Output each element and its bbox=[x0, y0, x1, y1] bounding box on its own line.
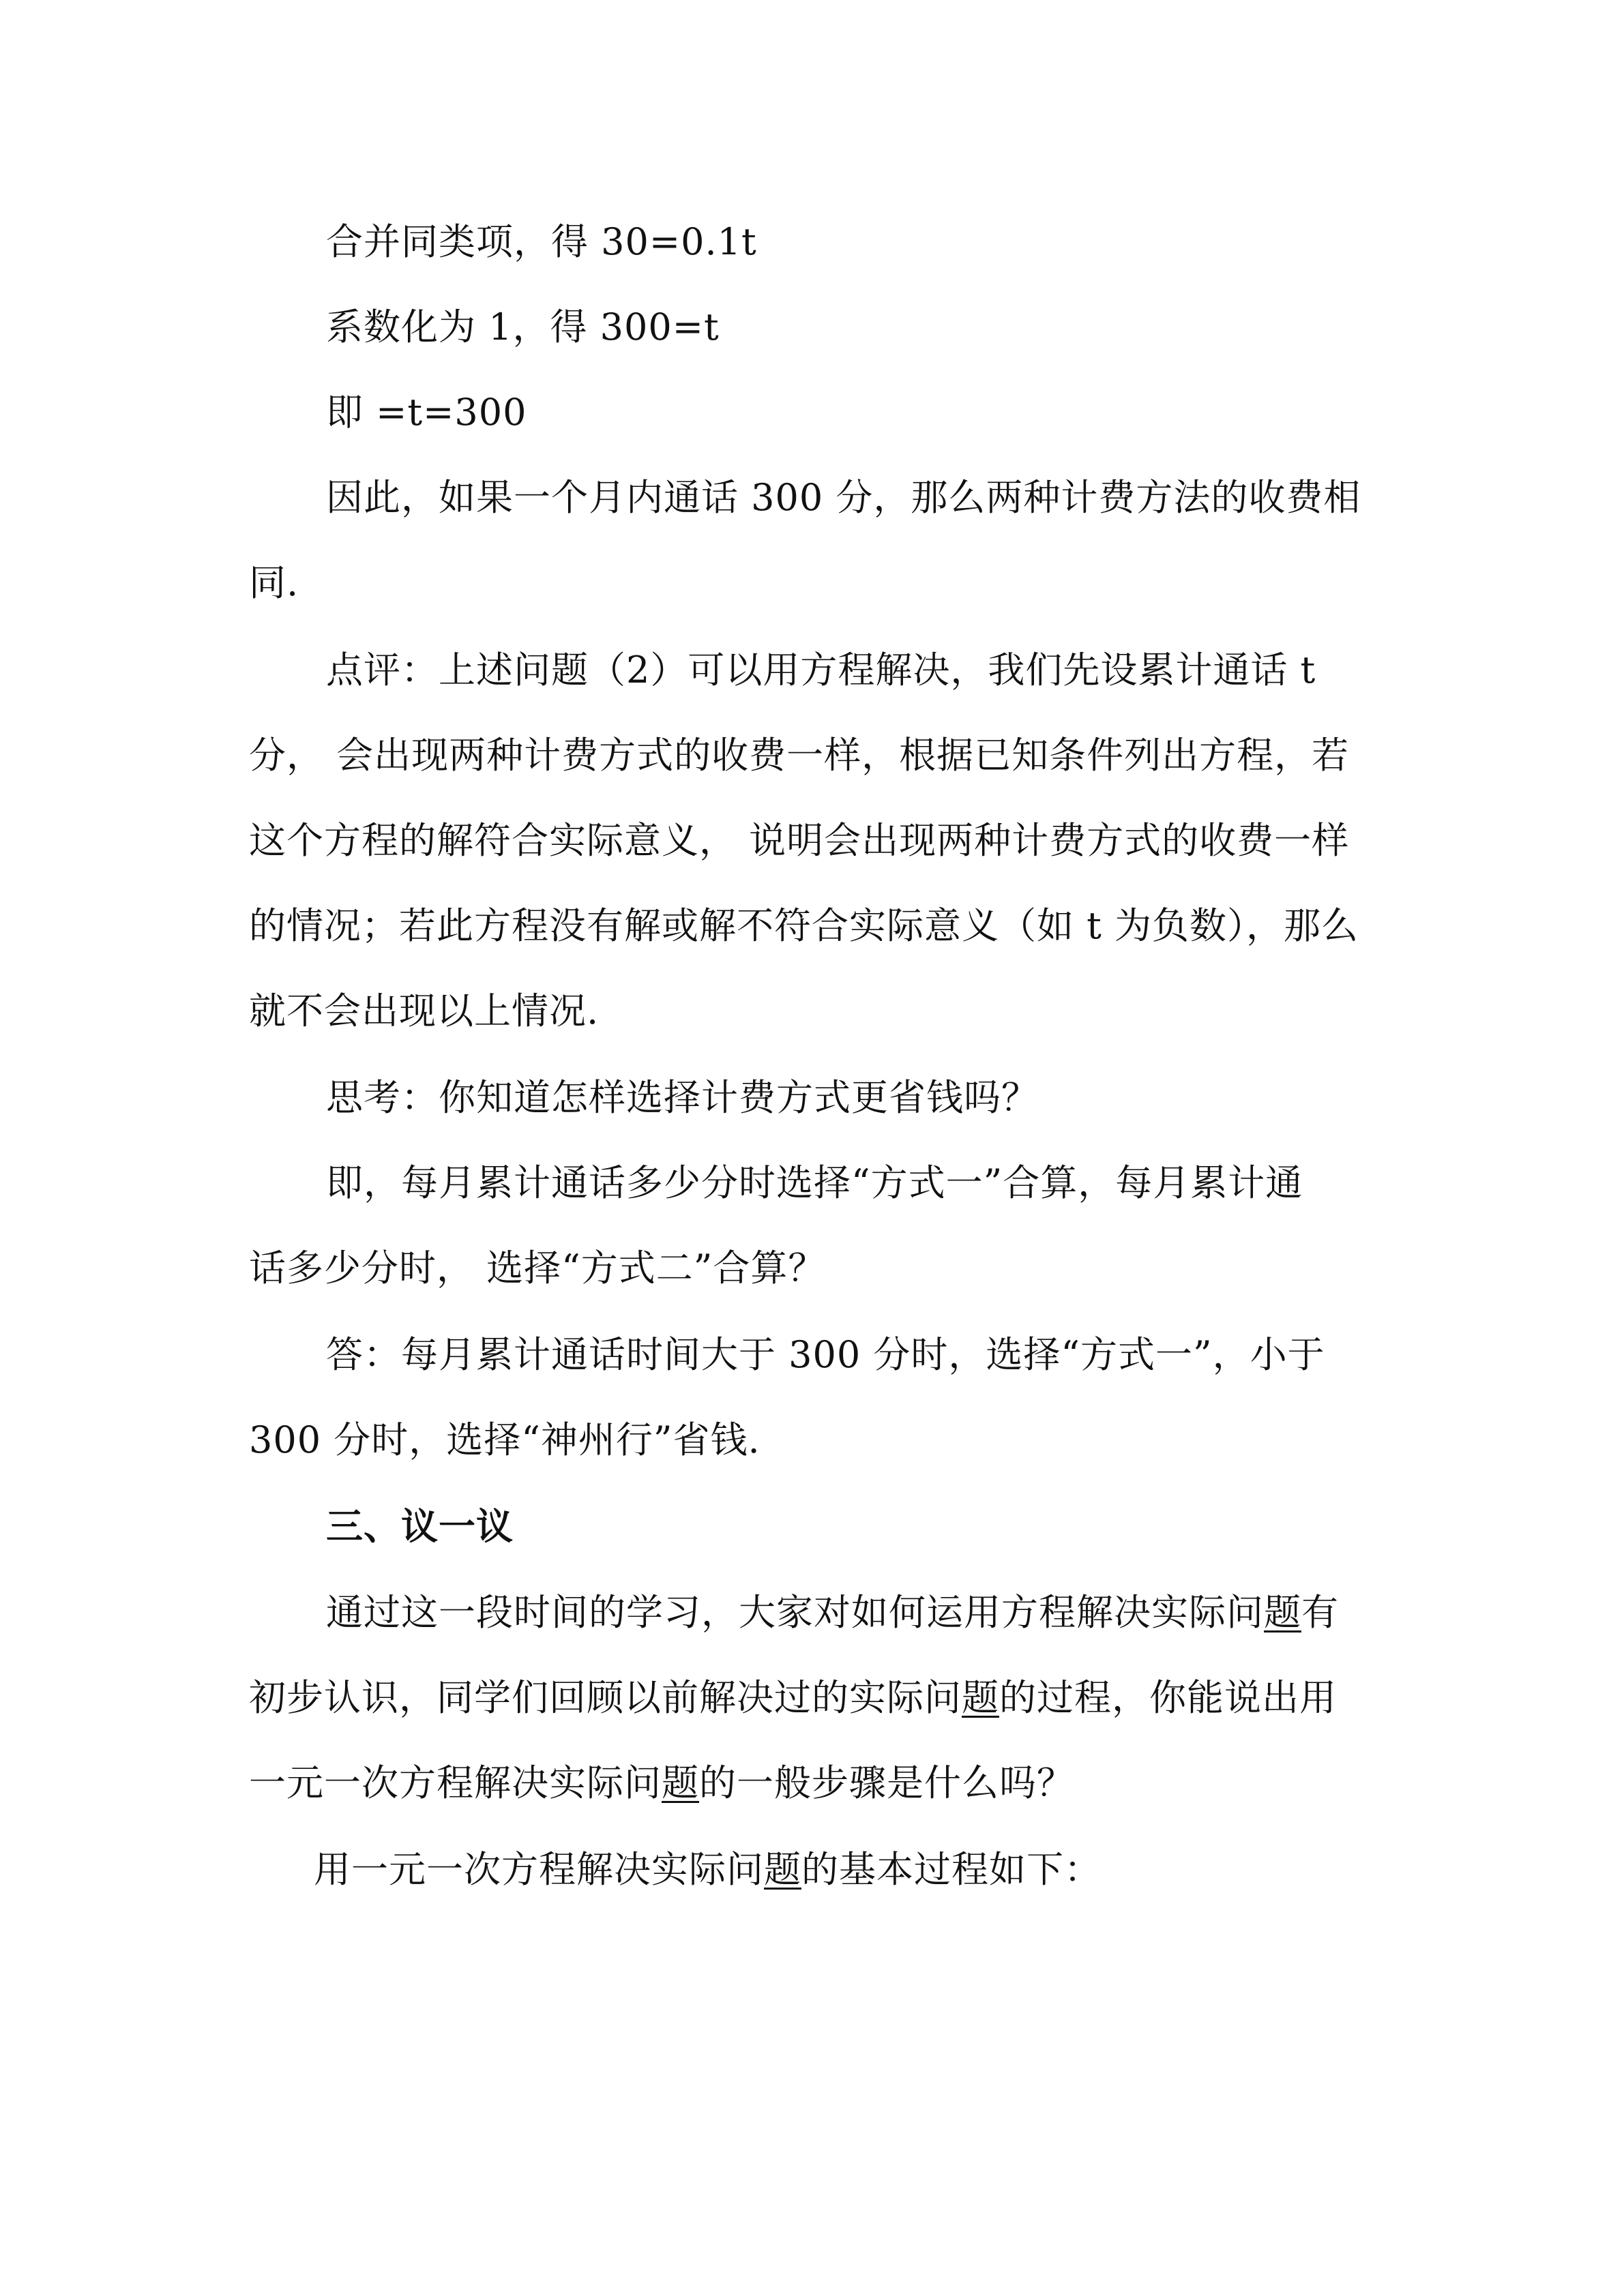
text-segment: 通过这一段时间的学习，大家对如何运用方程解决实际问 bbox=[326, 1591, 1264, 1634]
text-line-think: 思考：你知道怎样选择计费方式更省钱吗？ bbox=[326, 1076, 1039, 1119]
text-line-discuss-2 bbox=[249, 1674, 1337, 1722]
underlined-word: 题 bbox=[662, 1761, 699, 1804]
text-segment: 用一元一次方程解决实际问 bbox=[314, 1848, 764, 1891]
text-line-question-2: 话多少分时， 选择“方式二”合算？ bbox=[249, 1247, 826, 1289]
underlined-word: 题 bbox=[962, 1676, 999, 1719]
text-line-result: 即 =t=300 bbox=[326, 391, 527, 434]
text-segment: 的过程，你能说出用 bbox=[999, 1676, 1337, 1719]
text-segment: 的基本过程如下： bbox=[801, 1848, 1102, 1891]
text-line-comment-5: 就不会出现以上情况. bbox=[249, 989, 600, 1032]
text-line-comment-2: 分， 会出现两种计费方式的收费一样，根据已知条件列出方程，若 bbox=[249, 734, 1350, 777]
text-line-comment-1: 点评：上述问题（2）可以用方程解决，我们先设累计通话 t bbox=[326, 648, 1316, 691]
text-line-question-1: 即，每月累计通话多少分时选择“方式一”合算，每月累计通 bbox=[326, 1161, 1303, 1204]
text-segment: 初步认识，同学们回顾以前解决过的实际问 bbox=[249, 1676, 962, 1719]
text-line-discuss-1 bbox=[326, 1589, 1339, 1637]
text-line-discuss-3 bbox=[249, 1759, 1074, 1807]
text-line-comment-4: 的情况；若此方程没有解或解不符合实际意义（如 t 为负数），那么 bbox=[249, 904, 1359, 947]
text-line-answer-1: 答：每月累计通话时间大于 300 分时，选择“方式一”，小于 bbox=[326, 1333, 1325, 1376]
underlined-word: 题 bbox=[764, 1848, 801, 1891]
text-line-comment-3: 这个方程的解符合实际意义， 说明会出现两种计费方式的收费一样 bbox=[249, 819, 1350, 862]
text-line-conclusion-2: 同. bbox=[249, 561, 299, 604]
section-title: 三、议一议 bbox=[326, 1504, 514, 1548]
text-line-combine-like-terms: 合并同类项，得 30=0.1t bbox=[326, 220, 757, 263]
text-segment: 的一般步骤是什么吗？ bbox=[699, 1761, 1074, 1804]
underlined-word: 题 bbox=[1264, 1591, 1301, 1634]
text-line-conclusion-1: 因此，如果一个月内通话 300 分，那么两种计费方法的收费相 bbox=[326, 476, 1361, 519]
text-line-answer-2: 300 分时，选择“神州行”省钱. bbox=[249, 1418, 761, 1461]
text-segment: 有 bbox=[1301, 1591, 1339, 1634]
text-line-basic-process bbox=[314, 1846, 1102, 1894]
text-line-coefficient-one: 系数化为 1，得 300=t bbox=[326, 305, 720, 348]
text-segment: 一元一次方程解决实际问 bbox=[249, 1761, 662, 1804]
